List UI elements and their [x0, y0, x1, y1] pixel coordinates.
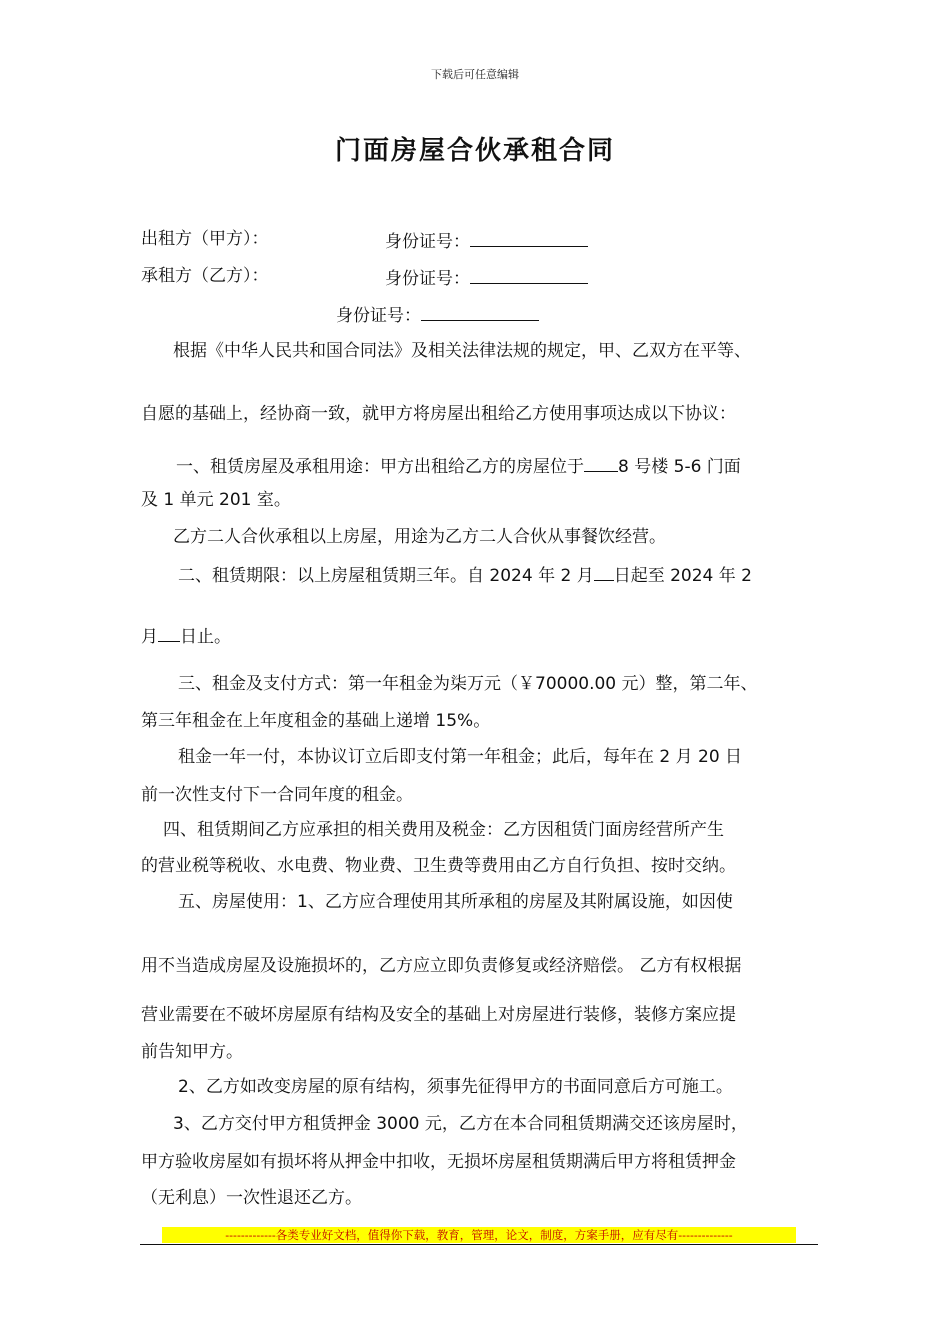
footer-banner: -------------各类专业好文档，值得你下载，教育，管理，论文，制度，方案手册，应有尽有-------------- [162, 1227, 796, 1243]
clause5-item-2: 2、乙方如改变房屋的原有结构，须事先征得甲方的书面同意后方可施工。 [178, 1077, 733, 1097]
header-note: 下载后可任意编辑 [431, 68, 519, 81]
clause5-item-3-line-3: （无利息）一次性退还乙方。 [141, 1188, 362, 1208]
clause5-line-3: 营业需要在不破坏房屋原有结构及安全的基础上对房屋进行装修，装修方案应提 [141, 1005, 736, 1025]
clause2-month: 月 [141, 627, 158, 647]
id-label: 身份证号： [385, 269, 470, 289]
id-blank [470, 265, 588, 284]
clause1-address: 8 号楼 5-6 门面 [618, 457, 741, 477]
end-day-blank [158, 623, 180, 642]
id-row-2 [385, 265, 588, 290]
id-row-1 [385, 228, 588, 253]
id-label: 身份证号： [385, 232, 470, 252]
clause4-line-1: 四、租赁期间乙方应承担的相关费用及税金：乙方因租赁门面房经营所产生 [163, 820, 724, 840]
id-label: 身份证号： [336, 306, 421, 326]
id-blank [470, 228, 588, 247]
clause3-line-2: 第三年租金在上年度租金的基础上递增 15%。 [141, 711, 491, 731]
clause2-line-1 [178, 562, 752, 587]
clause1-text: 一、租赁房屋及承租用途：甲方出租给乙方的房屋位于 [176, 457, 584, 477]
lessee-label: 承租方（乙方）： [141, 266, 269, 286]
footer-divider [140, 1244, 818, 1245]
clause3-line-1: 三、租金及支付方式：第一年租金为柒万元（￥70000.00 元）整，第二年、 [178, 674, 758, 694]
address-blank [584, 453, 618, 472]
clause2-end: 日止。 [180, 627, 231, 647]
clause1-line-1 [176, 453, 741, 478]
intro-line-1: 根据《中华人民共和国合同法》及相关法律法规的规定，甲、乙双方在平等、 [173, 341, 751, 361]
clause3-line-4: 前一次性支付下一合同年度的租金。 [141, 785, 413, 805]
document-title: 门面房屋合伙承租合同 [334, 136, 615, 166]
id-blank [421, 302, 539, 321]
clause5-item-3-line-2: 甲方验收房屋如有损坏将从押金中扣收，无损坏房屋租赁期满后甲方将租赁押金 [141, 1152, 736, 1172]
clause2-text-end: 日起至 2024 年 2 [613, 566, 752, 586]
clause3-line-3: 租金一年一付，本协议订立后即支付第一年租金；此后，每年在 2 月 20 日 [178, 747, 743, 767]
start-day-blank [594, 562, 614, 581]
clause5-line-4: 前告知甲方。 [141, 1042, 243, 1062]
clause5-line-1: 五、房屋使用：1、乙方应合理使用其所承租的房屋及其附属设施，如因使 [178, 892, 733, 912]
id-row-3 [336, 302, 539, 327]
clause1-line-3: 乙方二人合伙承租以上房屋，用途为乙方二人合伙从事餐饮经营。 [173, 527, 666, 547]
lessor-label: 出租方（甲方）： [141, 229, 269, 249]
intro-line-2: 自愿的基础上，经协商一致，就甲方将房屋出租给乙方使用事项达成以下协议： [141, 404, 736, 424]
clause5-line-2: 用不当造成房屋及设施损坏的，乙方应立即负责修复或经济赔偿。 乙方有权根据 [141, 956, 742, 976]
clause1-line-2: 及 1 单元 201 室。 [141, 490, 291, 510]
clause2-text: 二、租赁期限：以上房屋租赁期三年。自 2024 年 2 月 [178, 566, 594, 586]
clause4-line-2: 的营业税等税收、水电费、物业费、卫生费等费用由乙方自行负担、按时交纳。 [141, 856, 736, 876]
clause2-line-2 [141, 623, 231, 648]
clause5-item-3-line-1: 3、乙方交付甲方租赁押金 3000 元，乙方在本合同租赁期满交还该房屋时， [173, 1114, 748, 1134]
